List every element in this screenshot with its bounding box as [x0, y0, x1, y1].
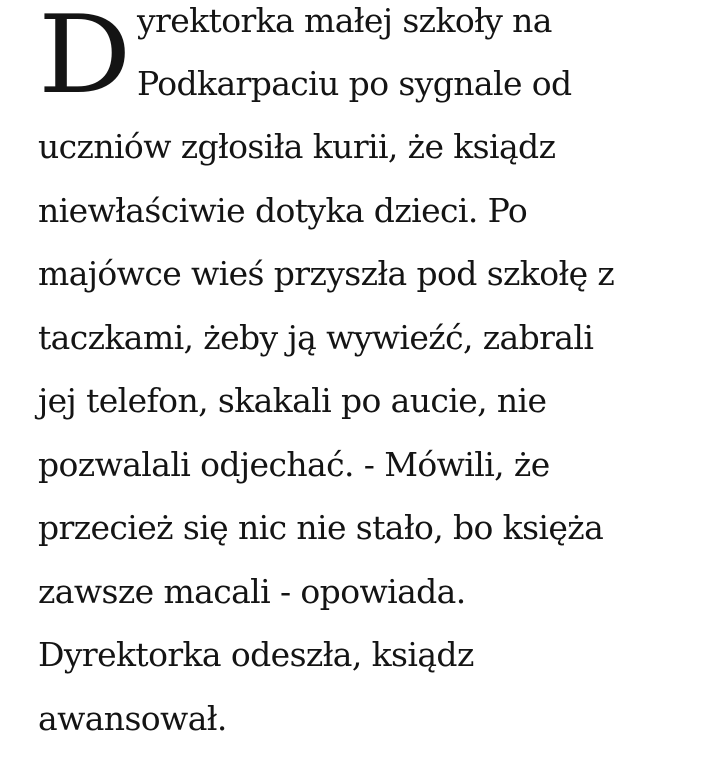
article-line: jej telefon, skakali po aucie, nie [38, 381, 547, 420]
article-line: Podkarpaciu po sygnale od [137, 64, 572, 103]
article-line: niewłaściwie dotyka dzieci. Po [38, 191, 528, 230]
article-line: Dyrektorka odeszła, ksiądz [38, 635, 474, 674]
article-line: zawsze macali - opowiada. [38, 572, 466, 611]
drop-cap: D [38, 0, 132, 118]
article-line: taczkami, żeby ją wywieźć, zabrali [38, 318, 594, 357]
article-line: majówce wieś przyszła pod szkołę z [38, 254, 615, 293]
article-line: pozwalali odjechać. - Mówili, że [38, 445, 550, 484]
article-line: awansował. [38, 699, 227, 738]
article-line: uczniów zgłosiła kurii, że ksiądz [38, 127, 556, 166]
article-line: przecież się nic nie stało, bo księża [38, 508, 604, 547]
article-line: yrektorka małej szkoły na [137, 1, 552, 40]
